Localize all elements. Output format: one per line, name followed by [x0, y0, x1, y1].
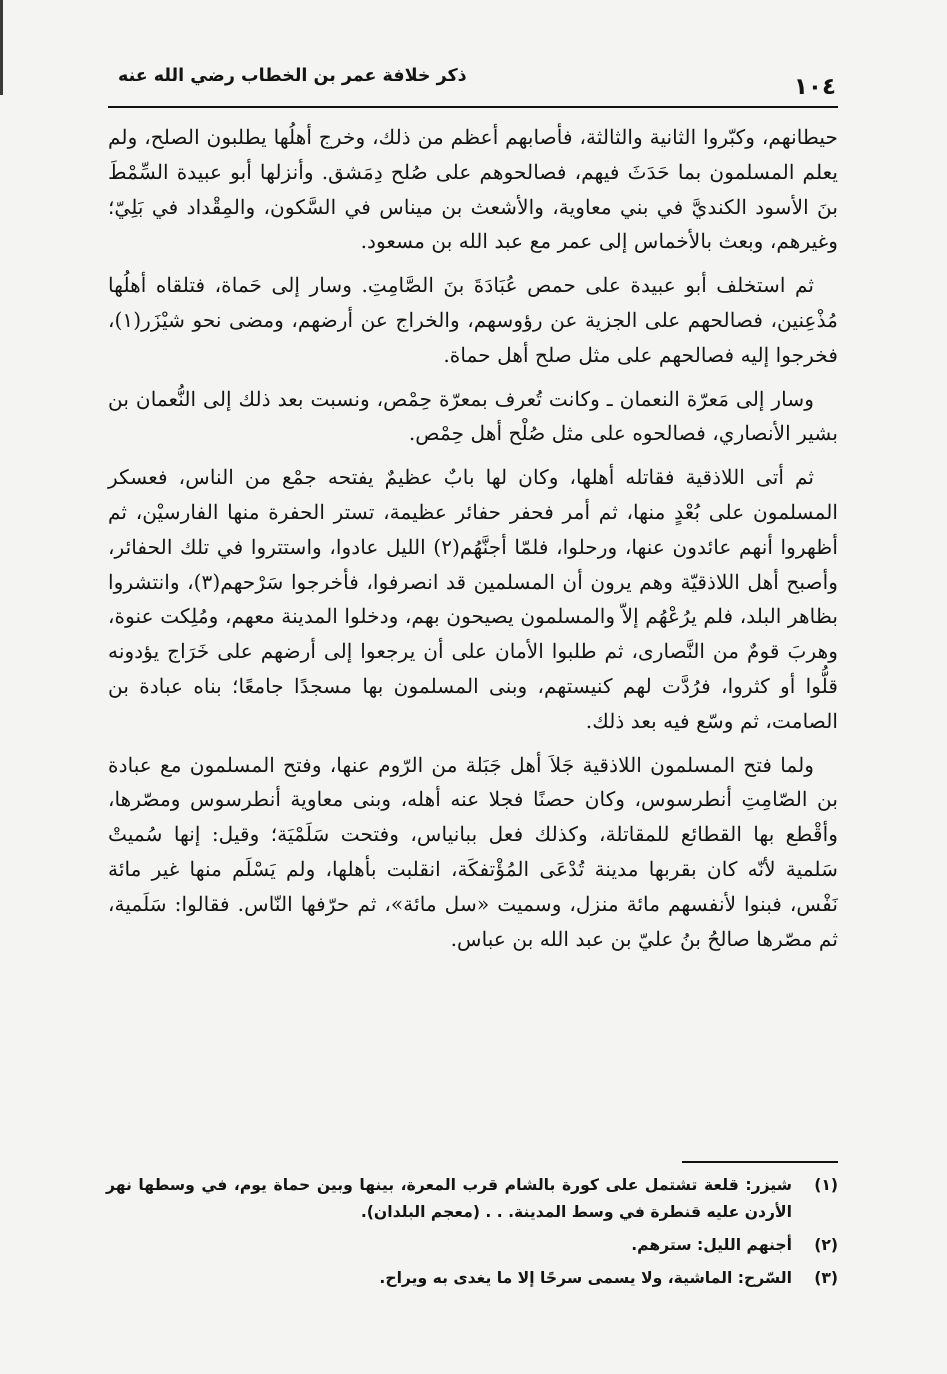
paragraph-jableh-salamiyah: ولما فتح المسلمون اللاذقية جَلاَ أهل جَبَلة من الرّوم عنها، وفتح المسلمون مع عبادة بن الصّامِتِ أنطرسوس، وكان حصنًا فجلا عنه أهله، وبنى معاوية أنطرسوس ومصّرها، وأقْطع بها القطائع للمقاتلة، وكذلك فعل ببانياس، وفتحت سَلَمْيَة؛ وقيل: إنها سُميتْ سَلمية لأنّه كان بقربها مدينة تُدْعَى المُؤْتفكَة، انقلبت بأهلها، ولم يَسْلَم منها غير مائة نَفْس، فبنوا لأنفسهم مائة منزل، وسميت «سل مائة»، ثم حرّفها النّاس. فقالوا: سَلَمية، ثم مصّرها صالحُ بنُ عليّ بن عبد الله بن عباس.: [108, 752, 838, 951]
paragraph-continuation: حيطانهم، وكبّروا الثانية والثالثة، فأصابهم أعظم من ذلك، وخرج أهلُها يطلبون الصلح، ولم يعلم المسلمون بما حَدَثَ فيهم، فصالحوهم على صُلح دِمَشق. وأنزلها أبو عبيدة السِّمْطَ بنَ الأسود الكنديَّ في بني معاوية، والأشعث بن ميناس في السَّكون، والمِقْداد في بَلِيّ؛ وغيرهم، وبعث بالأخماس إلى عمر مع عبد الله بن مسعود.: [108, 125, 838, 254]
footnote-item: [106, 1172, 838, 1226]
footnote-text: أجنهم الليل: سترهم.: [631, 1236, 792, 1254]
footnote-item: [106, 1232, 838, 1259]
footnote-number: (٣): [814, 1269, 838, 1287]
footnote-divider: [682, 1161, 838, 1163]
footnote-text: السّرح: الماشية، ولا يسمى سرحًا إلا ما يغدى به ويراح.: [379, 1269, 792, 1287]
page-header: [108, 58, 838, 108]
footnote-number: (٢): [814, 1236, 838, 1254]
scan-edge-mark: [0, 0, 3, 95]
footnote-item: [106, 1265, 838, 1292]
footnotes: [106, 1172, 838, 1298]
paragraph-maarrat: وسار إلى مَعرّة النعمان ـ وكانت تُعرف بمعرّة حِمْص، ونسبت بعد ذلك إلى النُّعمان بن بشير الأنصاري، فصالحوه على مثل صُلْح أهل حِمْص.: [108, 386, 838, 446]
paragraph-latakia: ثم أتى اللاذقية فقاتله أهلها، وكان لها بابٌ عظيمٌ يفتحه جمْع من الناس، فعسكر المسلمون على بُعْدٍ منها، ثم أمر فحفر حفائر عظيمة، تستر الحفرة منها الفارسيْن، ثم أظهروا أنهم عائدون عنها، ورحلوا، فلمّا أجنَّهُم(٢) الليل عادوا، واستتروا في تلك الحفائر، وأصبح أهل اللاذقيّة وهم يرون أن المسلمين قد انصرفوا، فأخرجوا سَرْحهم(٣)، وانتشروا بظاهر البلد، فلم يرُعْهُم إلاّ والمسلمون يصيحون بهم، ودخلوا المدينة معهم، ومُلِكت عنوة، وهربَ قومٌ من النَّصارى، ثم طلبوا الأمان على أن يرجعوا إلى أرضهم على خَرَاج يؤدونه قلُّوا أو كثروا، فرُدَّت لهم كنيستهم، وبنى المسلمون بها مسجدًا جامعًا؛ بناه عبادة بن الصامت، ثم وسّع فيه بعد ذلك.: [108, 465, 839, 733]
footnote-number: (١): [814, 1176, 838, 1194]
body-text: [108, 120, 838, 956]
running-title: ذكر خلافة عمر بن الخطاب رضي الله عنه: [118, 66, 467, 86]
paragraph-hama: ثم استخلف أبو عبيدة على حمص عُبَادَةَ بنَ الصَّامِتِ. وسار إلى حَماة، فتلقاه أهلُها مُذْعِنين، فصالحهم على الجزية عن رؤوسهم، والخراج عن أرضهم، ومضى نحو شيْزَر(١)، فخرجوا إليه فصالحهم على مثل صلح أهل حماة.: [108, 273, 838, 367]
page-number: ١٠٤: [793, 74, 836, 100]
footnote-text: شيزر: قلعة تشتمل على كورة بالشام قرب المعرة، بينها وبين حماة يوم، في وسطها نهر الأردن عليه قنطرة في وسط المدينة. . . (معجم البلدان).: [106, 1176, 792, 1221]
book-page: [106, 58, 839, 1287]
